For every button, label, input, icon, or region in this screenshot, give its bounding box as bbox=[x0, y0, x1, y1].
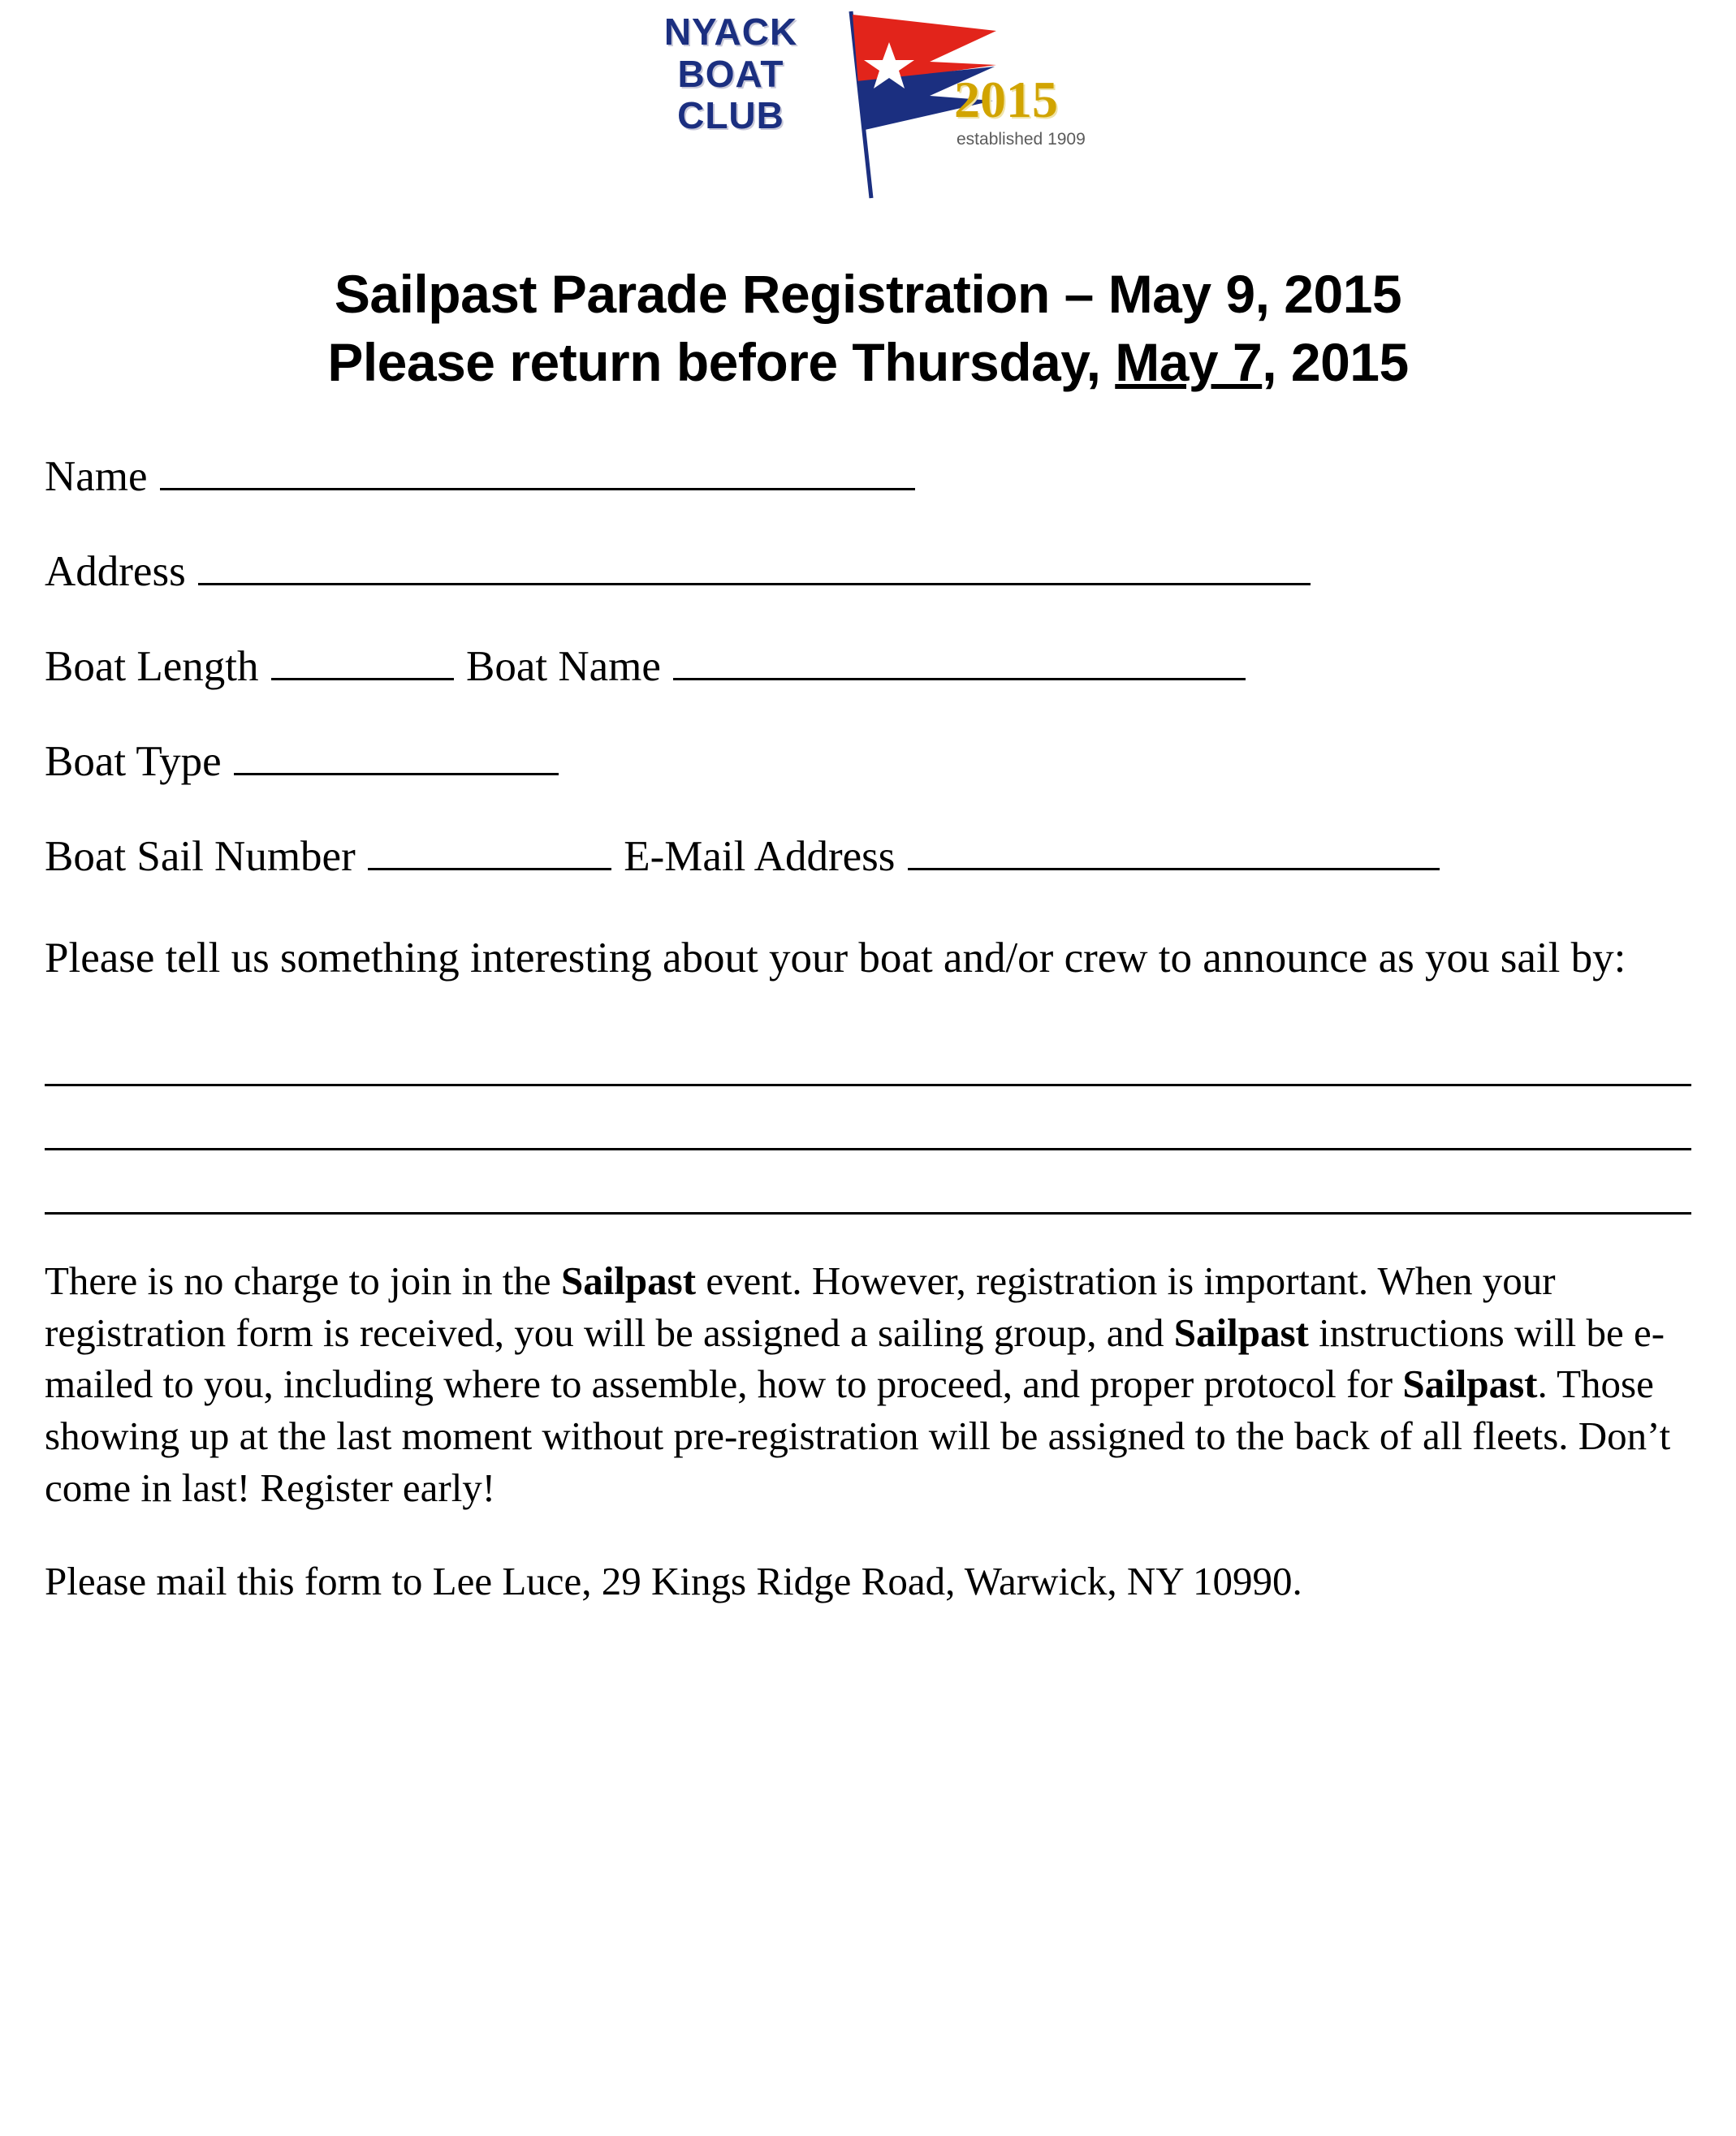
boat-name-label: Boat Name bbox=[465, 642, 661, 690]
name-input[interactable] bbox=[160, 464, 915, 490]
email-input[interactable] bbox=[908, 844, 1440, 870]
boat-type-label: Boat Type bbox=[45, 737, 222, 785]
announcement-prompt: Please tell us something interesting about your boat and/or crew to announce as you sail by: bbox=[45, 934, 1626, 982]
logo-word-club: CLUB bbox=[677, 94, 784, 137]
page-title bbox=[45, 260, 1691, 397]
field-row-address bbox=[45, 547, 1691, 595]
boat-sail-number-input[interactable] bbox=[368, 844, 611, 870]
announcement-write-lines bbox=[45, 1022, 1691, 1215]
field-row-name bbox=[45, 452, 1691, 500]
boat-name-input[interactable] bbox=[673, 654, 1246, 680]
club-logo bbox=[45, 0, 1691, 203]
announcement-line-3[interactable] bbox=[45, 1150, 1691, 1215]
info-text-1: There is no charge to join in the bbox=[45, 1258, 561, 1303]
title-line-2-post: , 2015 bbox=[1262, 332, 1409, 393]
info-text-4: . Those showing up at the last moment without pre-registration will be assigned to the back of all fleets. Don’t come in last! Register early! bbox=[45, 1361, 1671, 1510]
info-bold-sailpast-1: Sailpast bbox=[560, 1258, 697, 1303]
info-paragraph bbox=[45, 1255, 1691, 1513]
boat-length-input[interactable] bbox=[271, 654, 454, 680]
title-line-2-pre: Please return before Thursday, bbox=[327, 332, 1116, 393]
logo-word-boat: BOAT bbox=[677, 52, 784, 95]
field-row-boat-length-name bbox=[45, 642, 1691, 690]
title-line-2 bbox=[45, 328, 1691, 396]
name-label: Name bbox=[45, 452, 148, 500]
field-row-boat-type bbox=[45, 737, 1691, 785]
address-input[interactable] bbox=[198, 559, 1311, 585]
info-text-3: instructions will be e-mailed to you, including where to assemble, how to proceed, and proper protocol for bbox=[45, 1310, 1665, 1407]
field-row-sail-number-email bbox=[45, 832, 1691, 880]
info-bold-sailpast-2: Sailpast bbox=[1173, 1310, 1309, 1355]
email-label: E-Mail Address bbox=[624, 832, 896, 880]
boat-length-label: Boat Length bbox=[45, 642, 259, 690]
logo-word-nyack: NYACK bbox=[663, 11, 798, 53]
registration-form bbox=[45, 452, 1691, 880]
announcement-line-2[interactable] bbox=[45, 1086, 1691, 1150]
logo-established: established 1909 bbox=[957, 130, 1086, 149]
announcement-line-1[interactable] bbox=[45, 1022, 1691, 1086]
info-bold-sailpast-3: Sailpast bbox=[1402, 1361, 1538, 1407]
logo-wordmark bbox=[641, 11, 820, 137]
boat-sail-number-label: Boat Sail Number bbox=[45, 832, 356, 880]
info-text-2: event. However, registration is important. When your registration form is received, you will be assigned a sailing group, and bbox=[45, 1258, 1556, 1355]
title-line-1: Sailpast Parade Registration – May 9, 2015 bbox=[334, 264, 1402, 324]
address-label: Address bbox=[45, 547, 186, 595]
logo-year: 2015 bbox=[954, 71, 1058, 128]
mailing-instructions: Please mail this form to Lee Luce, 29 Kings Ridge Road, Warwick, NY 10990. bbox=[45, 1559, 1302, 1604]
title-deadline-date: May 7 bbox=[1115, 332, 1263, 393]
boat-type-input[interactable] bbox=[234, 749, 559, 775]
